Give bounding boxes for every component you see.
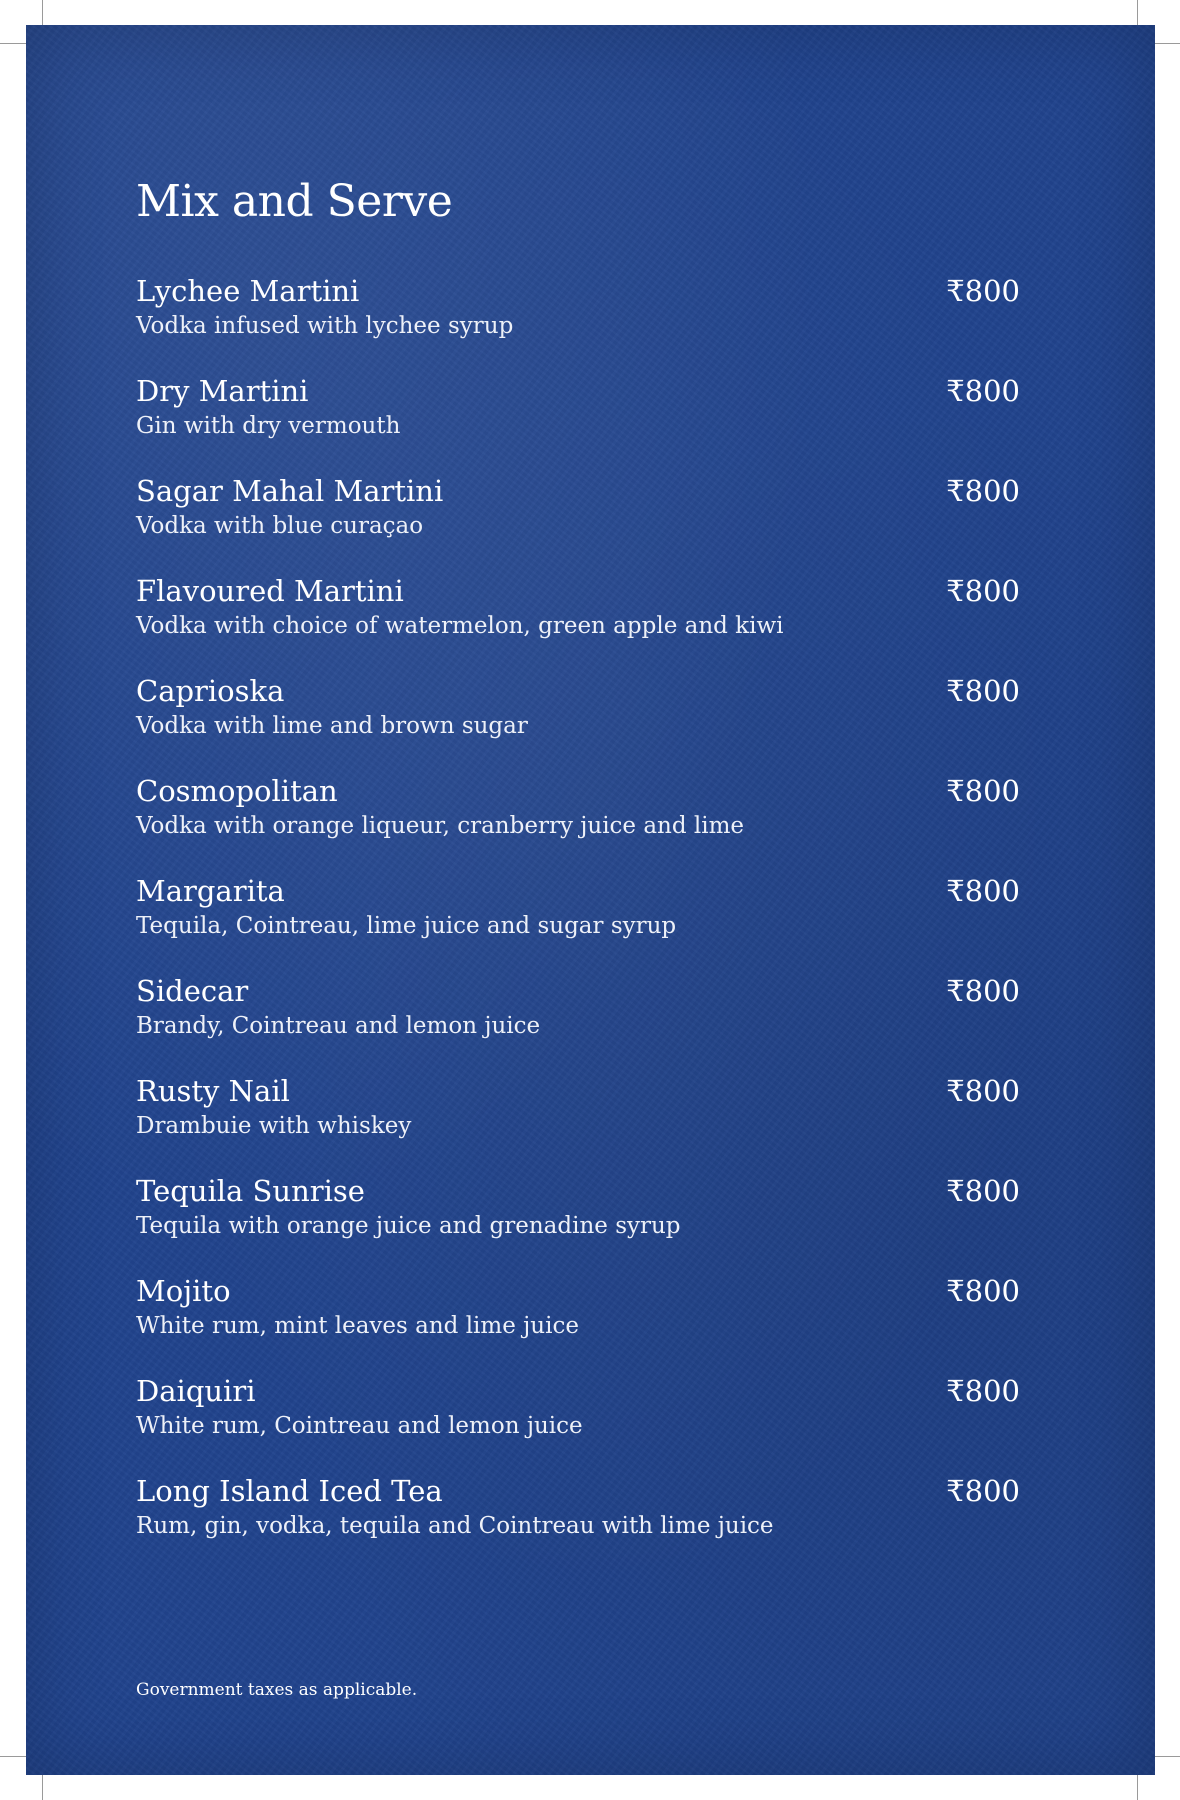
item-name: Margarita xyxy=(136,874,285,908)
item-name: Sagar Mahal Martini xyxy=(136,474,444,508)
item-description: White rum, Cointreau and lemon juice xyxy=(136,1413,583,1439)
item-price: ₹800 xyxy=(946,874,1020,908)
item-name: Caprioska xyxy=(136,674,285,708)
item-description: White rum, mint leaves and lime juice xyxy=(136,1313,579,1339)
menu-item xyxy=(136,1274,1020,1374)
item-price: ₹800 xyxy=(946,474,1020,508)
item-name: Rusty Nail xyxy=(136,1074,290,1108)
item-price: ₹800 xyxy=(946,574,1020,608)
item-description: Brandy, Cointreau and lemon juice xyxy=(136,1013,541,1039)
item-description: Vodka with choice of watermelon, green apple and kiwi xyxy=(136,613,784,639)
menu-item xyxy=(136,274,1020,374)
menu-item xyxy=(136,1474,1020,1574)
item-price: ₹800 xyxy=(946,1474,1020,1508)
item-price: ₹800 xyxy=(946,674,1020,708)
menu-item xyxy=(136,774,1020,874)
item-price: ₹800 xyxy=(946,1074,1020,1108)
menu-title: Mix and Serve xyxy=(136,176,453,227)
menu-item xyxy=(136,574,1020,674)
item-description: Tequila with orange juice and grenadine syrup xyxy=(136,1213,681,1239)
item-price: ₹800 xyxy=(946,774,1020,808)
menu-item xyxy=(136,1174,1020,1274)
item-price: ₹800 xyxy=(946,1174,1020,1208)
item-description: Tequila, Cointreau, lime juice and sugar syrup xyxy=(136,913,677,939)
item-description: Rum, gin, vodka, tequila and Cointreau with lime juice xyxy=(136,1513,774,1539)
item-name: Tequila Sunrise xyxy=(136,1174,365,1208)
item-description: Drambuie with whiskey xyxy=(136,1113,412,1139)
menu-item xyxy=(136,874,1020,974)
item-description: Vodka infused with lychee syrup xyxy=(136,313,514,339)
item-description: Vodka with blue curaçao xyxy=(136,513,424,539)
item-description: Vodka with orange liqueur, cranberry juice and lime xyxy=(136,813,745,839)
item-price: ₹800 xyxy=(946,1374,1020,1408)
menu-list xyxy=(136,274,1020,1574)
footer-note: Government taxes as applicable. xyxy=(136,1680,418,1700)
item-price: ₹800 xyxy=(946,1274,1020,1308)
item-price: ₹800 xyxy=(946,274,1020,308)
menu-item xyxy=(136,1074,1020,1174)
item-name: Daiquiri xyxy=(136,1374,256,1408)
menu-item xyxy=(136,374,1020,474)
item-name: Mojito xyxy=(136,1274,231,1308)
menu-item xyxy=(136,674,1020,774)
item-name: Flavoured Martini xyxy=(136,574,404,608)
item-name: Dry Martini xyxy=(136,374,309,408)
item-name: Sidecar xyxy=(136,974,249,1008)
item-name: Lychee Martini xyxy=(136,274,360,308)
item-description: Vodka with lime and brown sugar xyxy=(136,713,528,739)
item-name: Cosmopolitan xyxy=(136,774,338,808)
item-price: ₹800 xyxy=(946,374,1020,408)
menu-item xyxy=(136,1374,1020,1474)
item-price: ₹800 xyxy=(946,974,1020,1008)
menu-item xyxy=(136,974,1020,1074)
item-description: Gin with dry vermouth xyxy=(136,413,401,439)
item-name: Long Island Iced Tea xyxy=(136,1474,443,1508)
menu-item xyxy=(136,474,1020,574)
